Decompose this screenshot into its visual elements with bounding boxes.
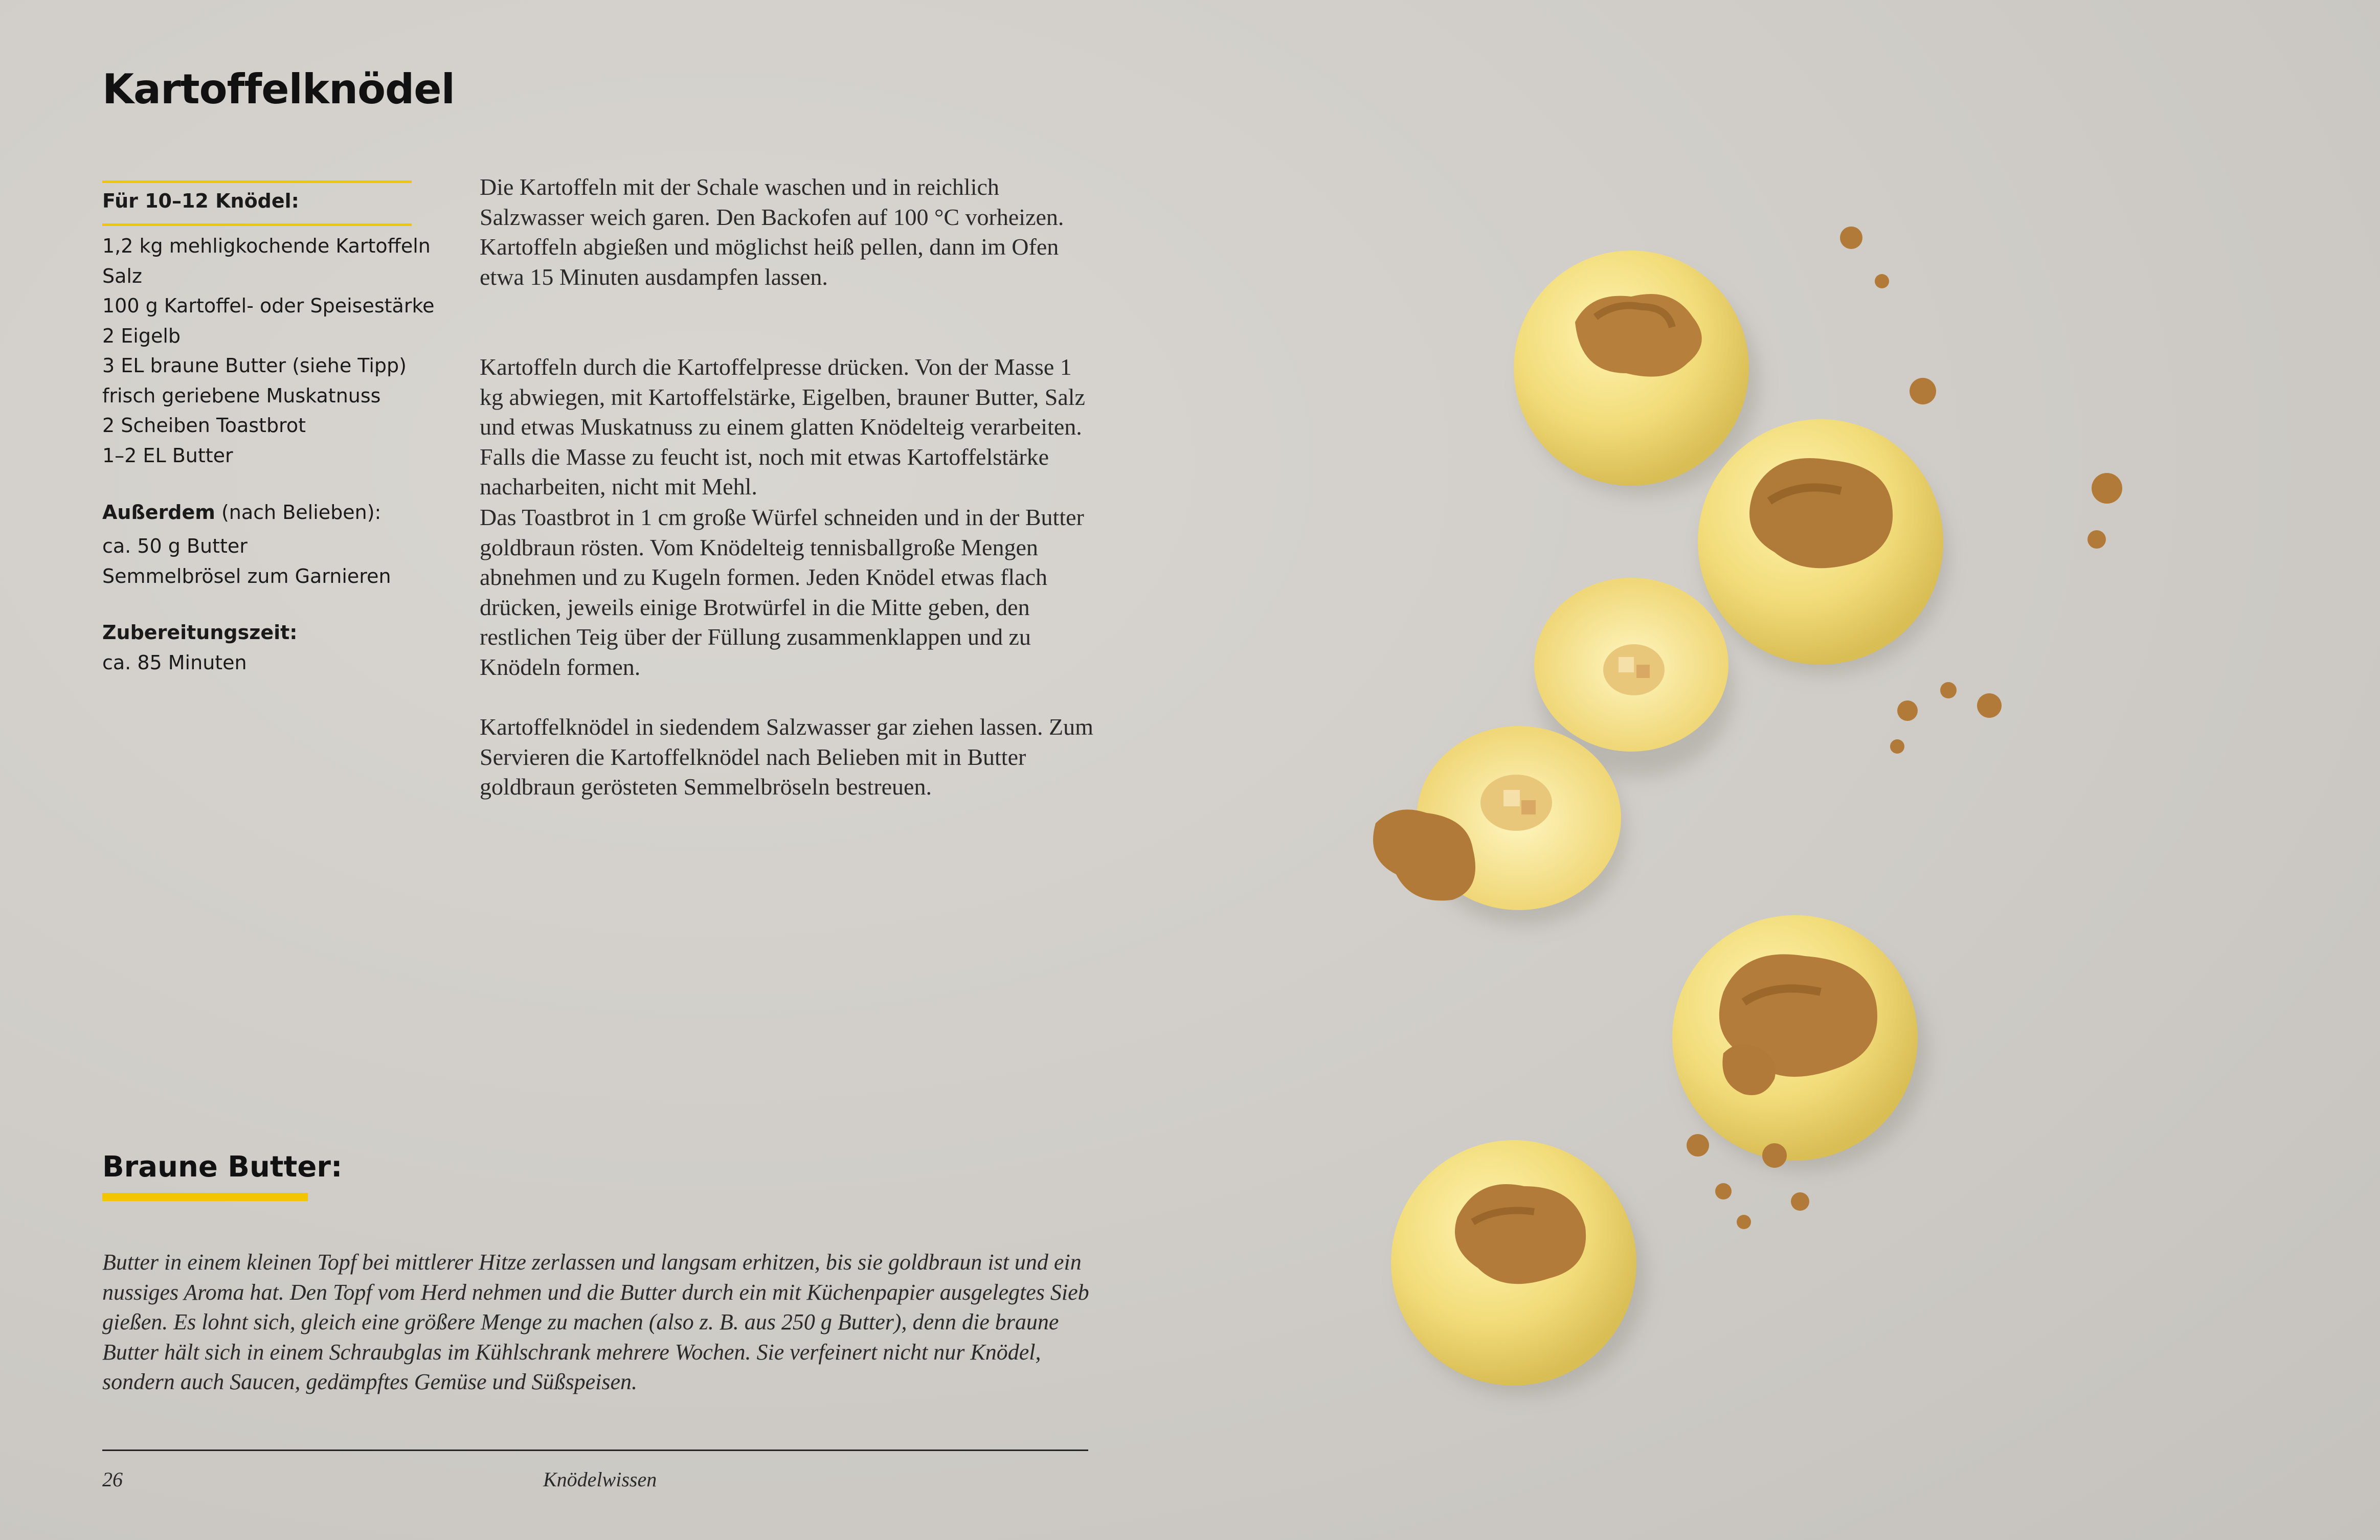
instruction-paragraph: Das Toastbrot in 1 cm große Würfel schneiden und in der Butter goldbraun rösten. Vom Knödelteig tennisballgroße Mengen abnehmen und zu Kugeln formen. Jeden Knödel etwas flach drücken, jeweils einige Brotwürfel in die Mitte geben, den restlichen Teig über der Füllung zusammenklappen und zu Knödeln formen. [480,504,1084,680]
dumplings-photo [1355,153,2276,1483]
ingredient-item: Semmelbrösel zum Garnieren [102,564,391,587]
instruction-paragraph: Die Kartoffeln mit der Schale waschen und in reichlich Salzwasser weich garen. Den Backofen auf 100 °C vorheizen. Kartoffeln abgießen und möglichst heiß pellen, dann im Ofen etwa 15 Minuten ausdampfen lassen. [480,174,1064,290]
optional-heading-bold: Außerdem [102,501,215,524]
tip-heading: Braune Butter: [102,1150,343,1184]
ingredient-item: ca. 50 g Butter [102,535,248,557]
ingredient-item: 100 g Kartoffel- oder Speisestärke [102,295,435,317]
ingredient-item: 2 Eigelb [102,324,181,347]
optional-heading-rest: (nach Belieben): [215,501,381,524]
tip-heading-underline [102,1193,308,1201]
ingredients-list [102,231,434,470]
ingredient-item: Salz [102,264,142,287]
prep-time-heading: Zubereitungszeit: [102,621,298,644]
dumpling-whole [1672,915,1918,1161]
dumpling-whole [1391,1140,1636,1386]
footer-rule [102,1450,1088,1451]
ingredients-top-rule [102,180,412,183]
optional-ingredients-heading [102,501,381,524]
ingredients-heading: Für 10–12 Knödel: [102,190,299,212]
instruction-paragraph: Kartoffeln durch die Kartoffelpresse drücken. Von der Masse 1 kg abwiegen, mit Kartoffelstärke, Eigelben, brauner Butter, Salz und etwas Muskatnuss zu einem glatten Knödelteig verarbeiten. Falls die Masse zu feucht ist, noch mit etwas Kartoffelstärke nacharbeiten, nicht mit Mehl. [480,354,1085,500]
instruction-paragraph: Kartoffelknödel in siedendem Salzwasser gar ziehen lassen. Zum Servieren die Kartoffelknödel nach Belieben mit in Butter goldbraun gerösteten Semmelbröseln bestreuen. [480,714,1093,800]
ingredient-item: 2 Scheiben Toastbrot [102,414,306,437]
recipe-title: Kartoffelknödel [102,65,455,113]
dumpling-whole [1514,251,1749,486]
ingredient-item: frisch geriebene Muskatnuss [102,384,381,407]
page-number: 26 [102,1468,123,1491]
dumpling-halved [1534,578,1728,752]
optional-ingredients-list [102,531,391,591]
ingredients-bottom-rule [102,223,412,226]
ingredient-item: 1,2 kg mehligkochende Kartoffeln [102,235,431,257]
section-name: Knödelwissen [543,1468,657,1491]
ingredient-item: 3 EL braune Butter (siehe Tipp) [102,354,407,377]
prep-time-value: ca. 85 Minuten [102,651,247,674]
tip-text: Butter in einem kleinen Topf bei mittlerer Hitze zerlassen und langsam erhitzen, bis sie goldbraun ist und ein nussiges Aroma hat. Den Topf vom Herd nehmen und die Butter durch ein mit Küchenpapier ausgelegtes Sieb gießen. Es lohnt sich, gleich eine größere Menge zu machen (also z. B. aus 250 g Butter), denn die braune Butter hält sich in einem Schraubglas im Kühlschrank mehrere Wochen. Sie verfeinert nicht nur Knödel, sondern auch Saucen, gedämpftes Gemüse und Süßspeisen. [102,1250,1089,1394]
ingredient-item: 1–2 EL Butter [102,444,233,467]
dumpling-whole [1698,419,1943,665]
